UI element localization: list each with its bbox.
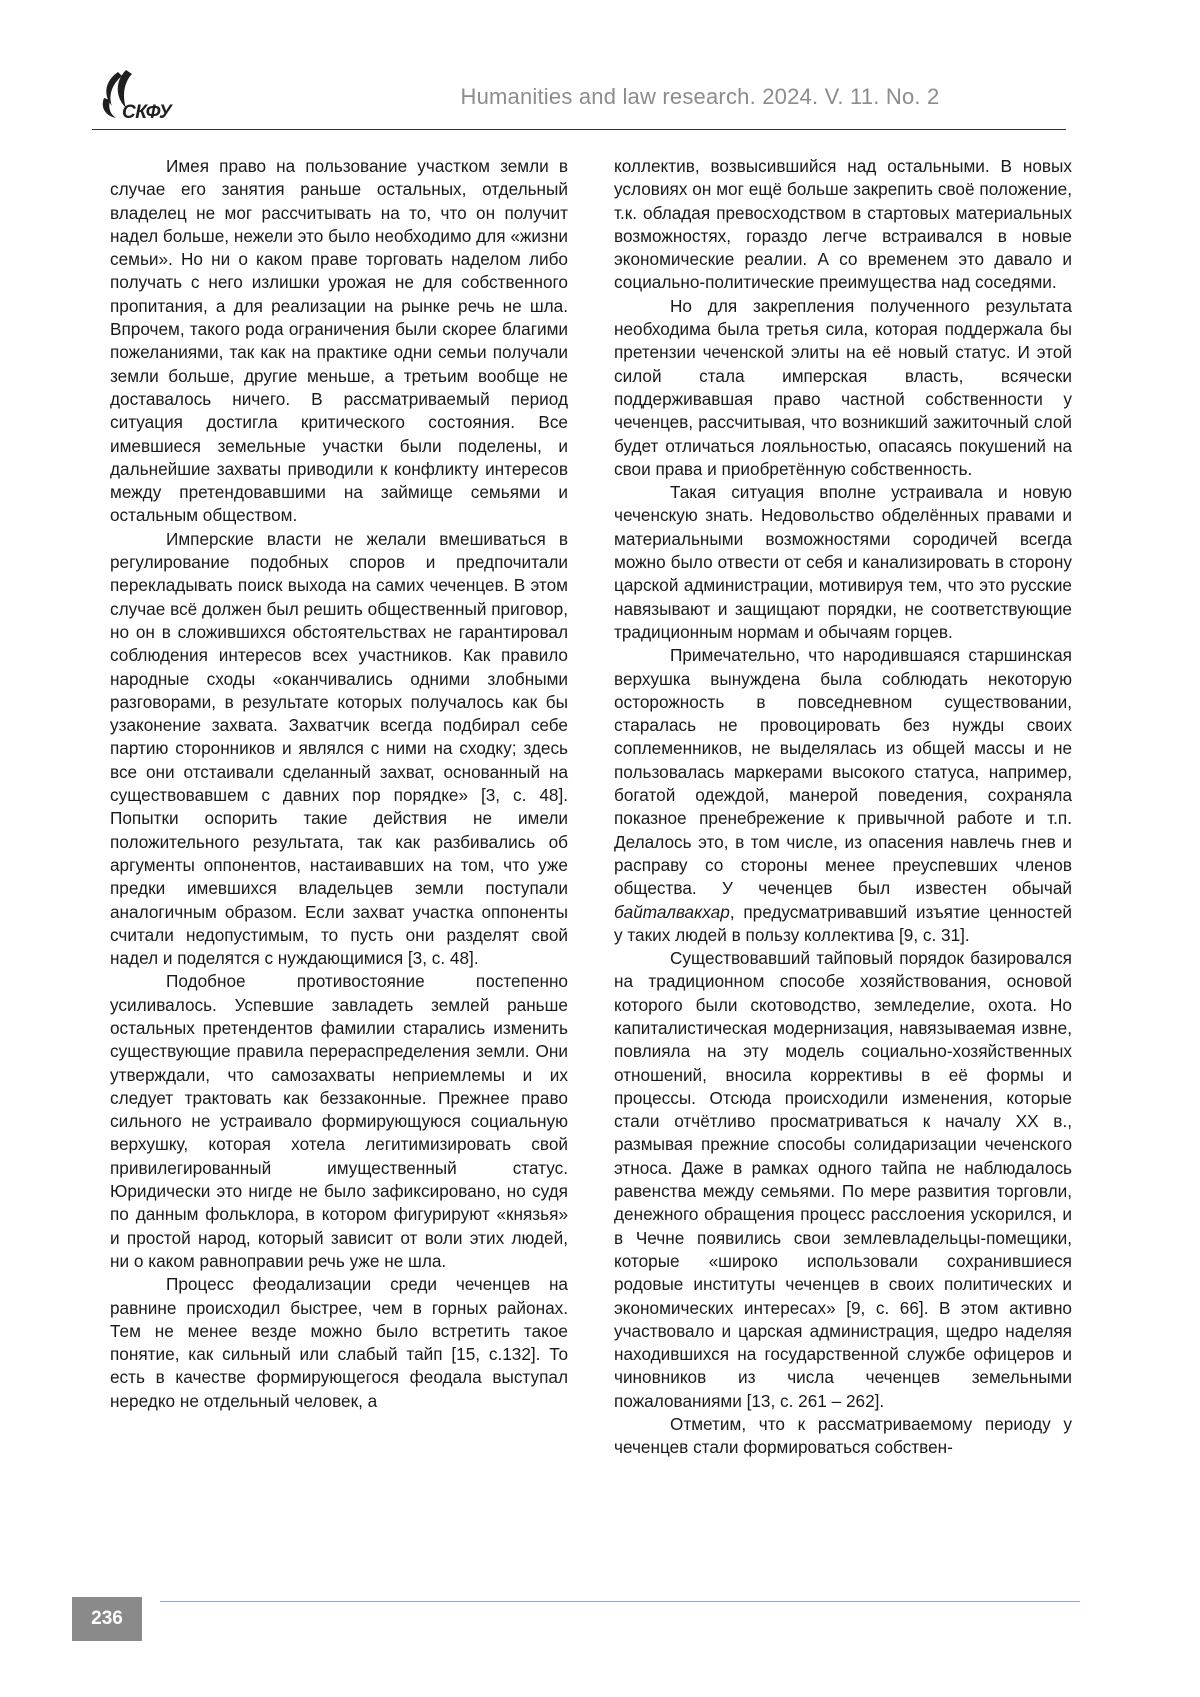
footer-divider — [160, 1601, 1080, 1602]
italic-term: байталвакхар — [614, 901, 730, 922]
left-column — [110, 155, 568, 1413]
paragraph: Отметим, что к рассматриваемому периоду у чеченцев стали формироваться собствен- — [614, 1414, 1072, 1458]
paragraph: Такая ситуация вполне устраивала и новую чеченскую знать. Недовольство обделённых правами и материальными возможностями сородичей всегда можно было отвести от себя и канализировать в сторону царской администрации, мотивируя тем, что это русские навязывают и защищают порядки, не соответствующие традиционным нормам и обычаям горцев. — [614, 482, 1072, 642]
logo-text: СКФУ — [122, 102, 172, 123]
page-number: 236 — [72, 1597, 142, 1641]
paragraph: Но для закрепления полученного результата необходима была третья сила, которая поддержала бы претензии чеченской элиты на её новый статус. И этой силой стала имперская власть, всячески поддерживавшая право частной собственности у чеченцев, рассчитывая, что возникший зажиточный слой будет отличаться лояльностью, опасаясь покушений на свои права и приобретённую собственность. — [614, 295, 1072, 479]
paragraph: коллектив, возвысившийся над остальными. В новых условиях он мог ещё больше закрепить своё положение, т.к. обладая превосходством в стартовых материальных возможностях, гораздо легче встраивался в новые экономические реалии. А со временем это давало и социально-политические преимущества над соседями. — [614, 156, 1072, 293]
journal-title: Humanities and law research. 2024. V. 11. No. 2 — [460, 84, 940, 109]
paragraph: Имперские власти не желали вмешиваться в регулирование подобных споров и предпочитали перекладывать поиск выхода на самих чеченцев. В этом случае всё должен был решить общественный приговор, но он в сложившихся обстоятельствах не гарантировал соблюдения интересов всех участников. Как правило народные сходы «оканчивались одними злобными разговорами, в результате которых получалось как бы узаконение захвата. Захватчик всегда подбирал себе партию сторонников и являлся с ними на сходку; здесь все они отстаивали сделанный захват, основанный на существовавшем с давних пор порядке» [3, с. 48]. Попытки оспорить такие действия не имели положительного результата, так как разбивались об аргументы оппонентов, настаивавших на том, что уже предки имевшихся владельцев земли поступали аналогичным образом. Если захват участка оппоненты считали недопустимым, то пусть они разделят свой надел и поделятся с нуждающимися [3, с. 48]. — [110, 528, 568, 969]
paragraph — [614, 644, 1072, 947]
paragraph-text: Примечательно, что народившаяся старшинская верхушка вынуждена была соблюдать некоторую осторожность в повседневном существовании, старалась не провоцировать без нужды своих соплеменников, не выделялась из общей массы и не пользовалась маркерами высокого статуса, например, богатой одеждой, манерой поведения, сохраняла показное пренебрежение к привычной работе и т.п. Делалось это, в том числе, из опасения навлечь гнев и расправу со стороны менее преуспевших членов общества. У чеченцев был известен обычай — [614, 645, 1072, 899]
right-column — [614, 155, 1072, 1460]
paragraph: Подобное противостояние постепенно усиливалось. Успевшие завладеть землей раньше остальных претендентов фамилии старались изменить существующие правила перераспределения земли. Они утверждали, что самозахваты неприемлемы и их следует трактовать как беззаконные. Прежнее право сильного не устраивало формирующуюся социальную верхушку, которая хотела легитимизировать свой привилегированный имущественный статус. Юридически это нигде не было зафиксировано, но судя по данным фольклора, в котором фигурируют «князья» и простой народ, который зависит от воли этих людей, ни о каком равноправии речь уже не шла. — [110, 971, 568, 1271]
paragraph: Существовавший тайповый порядок базировался на традиционном способе хозяйствования, основой которого были скотоводство, земледелие, охота. Но капиталистическая модернизация, навязываемая извне, повлияла на эту модель социально-хозяйственных отношений, вносила коррективы в её формы и процессы. Отсюда происходили изменения, которые стали отчётливо просматриваться к началу XX в., размывая прежние способы солидаризации чеченского этноса. Даже в рамках одного тайпа не наблюдалось равенства между семьями. По мере развития торговли, денежного обращения процесс расслоения ускорился, и в Чечне появились свои землевладельцы-помещики, которые «широко использовали сохранившиеся родовые институты чеченцев в своих политических и экономических интересах» [9, с. 66]. В этом активно участвовало и царская администрация, щедро наделяя находившихся на государственной службе офицеров и чиновников из числа чеченцев земельными пожалованиями [13, с. 261 – 262]. — [614, 948, 1072, 1411]
paragraph-text: , предусматривавший изъятие ценностей у таких людей в пользу коллектива [9, с. 31]. — [614, 901, 1072, 945]
header-divider — [92, 129, 1066, 130]
paragraph: Процесс феодализации среди чеченцев на равнине происходил быстрее, чем в горных районах. Тем не менее везде можно было встретить такое понятие, как сильный или слабый тайп [15, с.132]. То есть в качестве формирующегося феодала выступал нередко не отдельный человек, а — [110, 1274, 568, 1411]
university-logo — [96, 68, 182, 126]
paragraph: Имея право на пользование участком земли в случае его занятия раньше остальных, отдельный владелец не мог рассчитывать на то, что он получит надел больше, нежели это было необходимо для «жизни семьи». Но ни о каком праве торговать наделом либо получать с него излишки урожая не для собственного пропитания, а для реализации на рынке речь не шла. Впрочем, такого рода ограничения были скорее благими пожеланиями, так как на практике одни семьи получали земли больше, другие меньше, а третьим вообще не доставалось ничего. В рассматриваемый период ситуация достигла критического состояния. Все имевшиеся земельные участки были поделены, и дальнейшие захваты приводили к конфликту интересов между претендовавшими на займище семьями и остальным обществом. — [110, 156, 568, 526]
